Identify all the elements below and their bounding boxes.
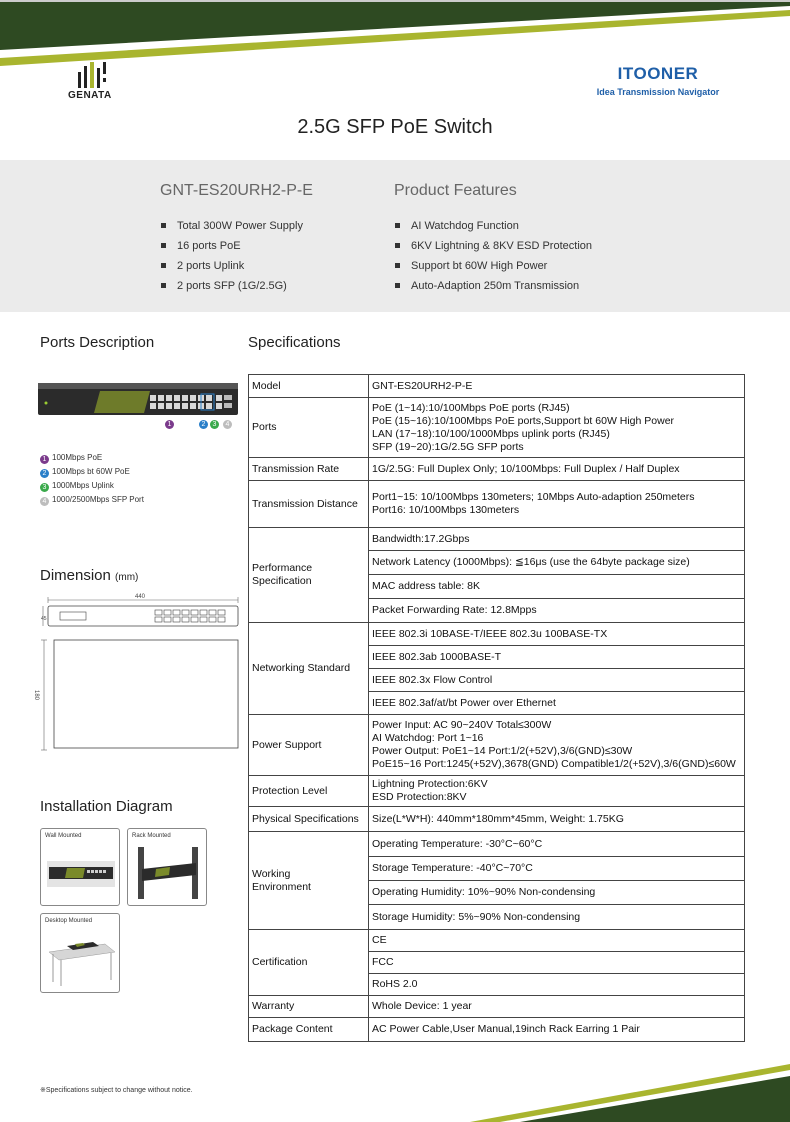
row-value: IEEE 802.3i 10BASE-T/IEEE 802.3u 100BASE-TX <box>369 623 745 646</box>
dimension-unit: (mm) <box>115 572 139 583</box>
wall-mounted-caption: Wall Mounted <box>45 833 82 839</box>
genata-logo <box>60 62 130 104</box>
row-value: CE <box>369 930 745 952</box>
row-value: Storage Humidity: 5%~90% Non-condensing <box>369 905 745 930</box>
row-value: IEEE 802.3af/at/bt Power over Ethernet <box>369 692 745 715</box>
row-value: Operating Temperature: -30°C~60°C <box>369 832 745 857</box>
table-row <box>249 1018 745 1042</box>
bullet-icon <box>395 283 400 288</box>
row-value: IEEE 802.3x Flow Control <box>369 669 745 692</box>
row-value: Lightning Protection:6KV ESD Protection:8KV <box>369 776 745 807</box>
table-row <box>249 807 745 832</box>
table-row <box>249 715 745 776</box>
row-value: Packet Forwarding Rate: 12.8Mpps <box>369 599 745 623</box>
row-value: Network Latency (1000Mbps): ≦16μs (use the 64byte package size) <box>369 551 745 575</box>
genata-logo-mark <box>76 62 116 88</box>
summary-band <box>0 160 790 312</box>
feature-text: AI Watchdog Function <box>411 220 519 232</box>
feature-text: Support bt 60W High Power <box>411 260 548 272</box>
wall-mounted-diagram <box>40 828 120 906</box>
page-title: 2.5G SFP PoE Switch <box>297 116 493 138</box>
switch-front-panel-image <box>38 383 238 417</box>
port-badge-2: 2 <box>199 420 208 429</box>
feature-item <box>394 276 592 296</box>
port-badges <box>165 420 245 432</box>
model-point <box>160 276 313 296</box>
port-badge-1: 1 <box>165 420 174 429</box>
row-value: RoHS 2.0 <box>369 974 745 996</box>
row-value: IEEE 802.3ab 1000BASE-T <box>369 646 745 669</box>
feature-item <box>394 236 592 256</box>
model-point-text: 2 ports Uplink <box>177 260 245 272</box>
legend-number-badge: 3 <box>40 483 49 492</box>
row-label: Transmission Distance <box>249 481 369 528</box>
legend-item <box>40 479 144 493</box>
bullet-icon <box>395 223 400 228</box>
dimension-height-label: 45 <box>41 616 47 622</box>
table-row <box>249 623 745 646</box>
row-label: Networking Standard <box>249 623 369 715</box>
row-value: Port1~15: 10/100Mbps 130meters; 10Mbps Auto-adaption 250meters Port16: 10/100Mbps 130meters <box>369 481 745 528</box>
specifications-table <box>248 374 745 1042</box>
footnote: ※Specifications subject to change without notice. <box>40 1087 193 1094</box>
rack-mounted-caption: Rack Mounted <box>132 833 171 839</box>
legend-item <box>40 451 144 465</box>
table-row <box>249 398 745 458</box>
row-value: MAC address table: 8K <box>369 575 745 599</box>
bottom-decorative-stripes <box>0 1030 790 1122</box>
dimension-heading-text: Dimension <box>40 567 111 584</box>
row-value: Storage Temperature: -40°C~70°C <box>369 857 745 881</box>
bullet-icon <box>161 243 166 248</box>
port-badge-3: 3 <box>210 420 219 429</box>
legend-item <box>40 465 144 479</box>
model-heading: GNT-ES20URH2-P-E <box>160 182 313 199</box>
genata-logo-text: GENATA <box>68 90 112 101</box>
row-value: PoE (1~14):10/100Mbps PoE ports (RJ45) PoE (15~16):10/100Mbps PoE ports,Support bt 60W High Power LAN (17~18):10/100/1000Mbps uplink ports (RJ45) SFP (19~20):1G/2.5G SFP ports <box>369 398 745 458</box>
legend-label: 1000/2500Mbps SFP Port <box>52 495 144 504</box>
table-row <box>249 832 745 857</box>
wall-mount-illustration <box>45 849 117 899</box>
row-label: Certification <box>249 930 369 996</box>
product-features <box>394 182 592 296</box>
table-row <box>249 458 745 481</box>
installation-heading: Installation Diagram <box>40 798 173 815</box>
row-label: Ports <box>249 398 369 458</box>
row-label: Package Content <box>249 1018 369 1042</box>
dimension-depth-label: 180 <box>33 690 39 701</box>
row-label: Protection Level <box>249 776 369 807</box>
legend-number-badge: 2 <box>40 469 49 478</box>
dimension-width-label: 440 <box>134 594 146 600</box>
itooner-brand-text: ITOONER <box>617 64 699 83</box>
row-value: Whole Device: 1 year <box>369 996 745 1018</box>
bullet-icon <box>395 243 400 248</box>
row-value: Bandwidth:17.2Gbps <box>369 528 745 551</box>
desktop-mount-illustration <box>45 930 117 990</box>
legend-label: 1000Mbps Uplink <box>52 481 114 490</box>
table-row <box>249 776 745 807</box>
features-heading: Product Features <box>394 182 517 199</box>
bullet-icon <box>161 223 166 228</box>
table-row <box>249 996 745 1018</box>
specifications-heading: Specifications <box>248 334 341 351</box>
dimension-heading <box>40 567 138 584</box>
rack-mounted-diagram <box>127 828 207 906</box>
model-point-text: 16 ports PoE <box>177 240 241 252</box>
legend-item <box>40 493 144 507</box>
row-label: Model <box>249 375 369 398</box>
feature-item <box>394 216 592 236</box>
row-value: GNT-ES20URH2-P-E <box>369 375 745 398</box>
feature-item <box>394 256 592 276</box>
dimension-drawing <box>33 590 250 760</box>
model-point-text: Total 300W Power Supply <box>177 220 303 232</box>
bullet-icon <box>161 283 166 288</box>
row-label: Power Support <box>249 715 369 776</box>
model-point <box>160 236 313 256</box>
table-row <box>249 930 745 952</box>
itooner-logo <box>588 64 728 104</box>
port-badge-4: 4 <box>223 420 232 429</box>
model-summary <box>160 182 313 296</box>
row-value: Operating Humidity: 10%~90% Non-condensing <box>369 881 745 905</box>
row-value: 1G/2.5G: Full Duplex Only; 10/100Mbps: Full Duplex / Half Duplex <box>369 458 745 481</box>
row-value: Size(L*W*H): 440mm*180mm*45mm, Weight: 1.75KG <box>369 807 745 832</box>
ports-legend <box>40 451 144 507</box>
row-label: Performance Specification <box>249 528 369 623</box>
model-point <box>160 256 313 276</box>
feature-text: Auto-Adaption 250m Transmission <box>411 280 580 292</box>
itooner-tagline: Idea Transmission Navigator <box>596 87 720 97</box>
rack-mount-illustration <box>132 843 204 903</box>
row-label: Working Environment <box>249 832 369 930</box>
desktop-mounted-caption: Desktop Mounted <box>45 918 93 924</box>
legend-number-badge: 1 <box>40 455 49 464</box>
table-row <box>249 375 745 398</box>
legend-number-badge: 4 <box>40 497 49 506</box>
row-label: Transmission Rate <box>249 458 369 481</box>
row-value: AC Power Cable,User Manual,19inch Rack Earring 1 Pair <box>369 1018 745 1042</box>
model-point-text: 2 ports SFP (1G/2.5G) <box>177 280 287 292</box>
row-label: Warranty <box>249 996 369 1018</box>
bullet-icon <box>395 263 400 268</box>
ports-description-heading: Ports Description <box>40 334 155 351</box>
row-label: Physical Specifications <box>249 807 369 832</box>
row-value: Power Input: AC 90~240V Total≤300W AI Watchdog: Port 1~16 Power Output: PoE1~14 Port:1/2(+52V),3/6(GND)≤30W PoE15~16 Port:1245(+52V),3678(GND) Compatible1/2(+52V),3/6(GND)≤60W <box>369 715 745 776</box>
row-value: FCC <box>369 952 745 974</box>
table-row <box>249 481 745 528</box>
feature-text: 6KV Lightning & 8KV ESD Protection <box>411 240 592 252</box>
model-point <box>160 216 313 236</box>
table-row <box>249 528 745 551</box>
desktop-mounted-diagram <box>40 913 120 993</box>
legend-label: 100Mbps bt 60W PoE <box>52 467 130 476</box>
bullet-icon <box>161 263 166 268</box>
legend-label: 100Mbps PoE <box>52 453 103 462</box>
